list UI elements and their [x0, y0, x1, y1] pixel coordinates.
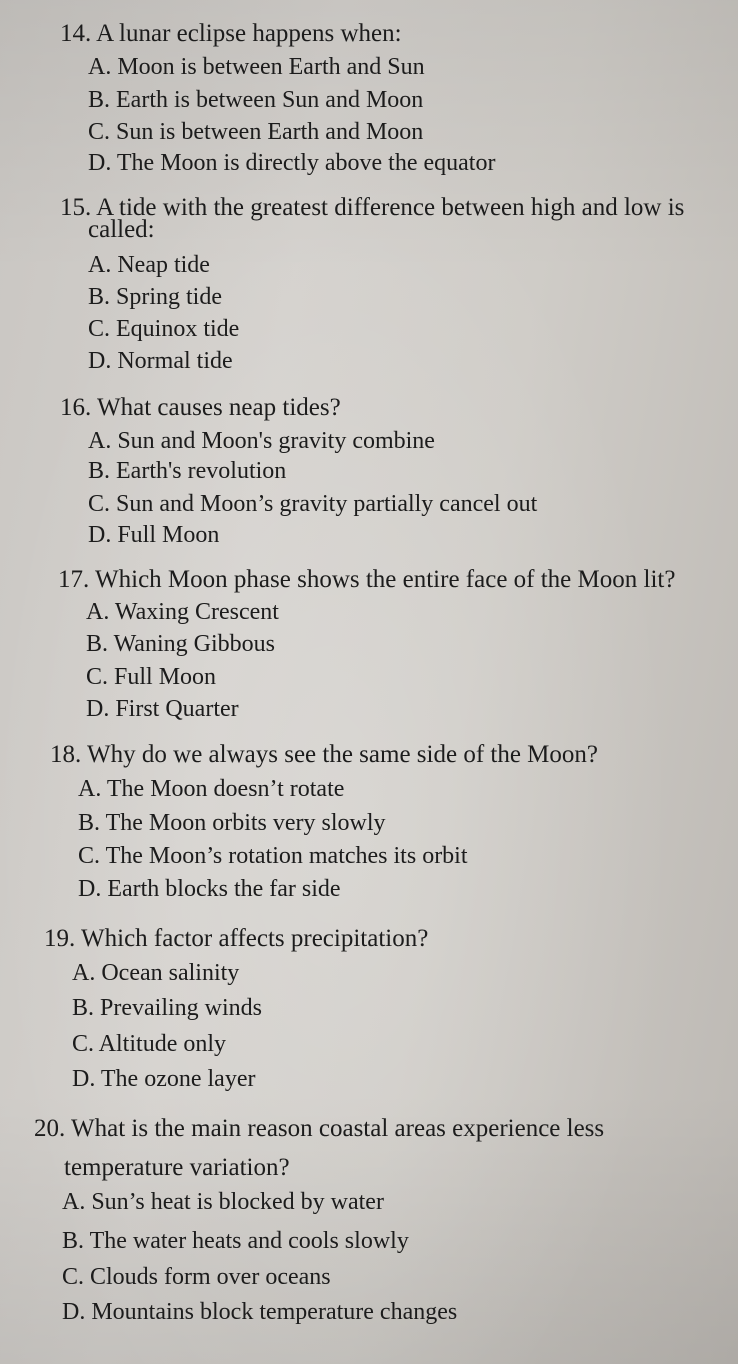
- question-20-stem-line1: 20. What is the main reason coastal areas experience less: [34, 1115, 605, 1142]
- question-18-option-d: D. Earth blocks the far side: [78, 876, 341, 902]
- question-15-option-b: B. Spring tide: [88, 284, 223, 310]
- question-16-option-a: A. Sun and Moon's gravity combine: [88, 428, 435, 454]
- question-16-option-b: B. Earth's revolution: [88, 458, 287, 484]
- question-18-option-b: B. The Moon orbits very slowly: [78, 810, 386, 836]
- question-17-option-b: B. Waning Gibbous: [86, 631, 275, 657]
- question-19-option-c: C. Altitude only: [72, 1031, 227, 1057]
- question-14-option-b: B. Earth is between Sun and Moon: [88, 87, 424, 113]
- question-19-option-b: B. Prevailing winds: [72, 995, 262, 1021]
- question-20-option-d: D. Mountains block temperature changes: [62, 1299, 458, 1325]
- question-20-stem-line2: temperature variation?: [64, 1154, 290, 1181]
- question-16-option-d: D. Full Moon: [88, 522, 220, 548]
- question-17-option-a: A. Waxing Crescent: [86, 599, 279, 625]
- question-20-option-b: B. The water heats and cools slowly: [62, 1228, 409, 1254]
- question-16-stem: 16. What causes neap tides?: [60, 394, 341, 421]
- question-20-option-a: A. Sun’s heat is blocked by water: [62, 1189, 384, 1215]
- question-16-option-c: C. Sun and Moon’s gravity partially cancel out: [88, 491, 538, 517]
- question-15-option-d: D. Normal tide: [88, 348, 233, 374]
- question-20-option-c: C. Clouds form over oceans: [62, 1264, 331, 1290]
- question-14-option-c: C. Sun is between Earth and Moon: [88, 119, 424, 145]
- question-19-option-d: D. The ozone layer: [72, 1066, 256, 1092]
- question-17-option-c: C. Full Moon: [86, 664, 217, 690]
- question-18-option-a: A. The Moon doesn’t rotate: [78, 776, 345, 802]
- question-15-option-c: C. Equinox tide: [88, 316, 240, 342]
- question-18-option-c: C. The Moon’s rotation matches its orbit: [78, 843, 468, 869]
- question-18-stem: 18. Why do we always see the same side of the Moon?: [50, 741, 599, 768]
- question-14-stem: 14. A lunar eclipse happens when:: [60, 20, 402, 47]
- question-19-stem: 19. Which factor affects precipitation?: [44, 925, 429, 952]
- question-15-option-a: A. Neap tide: [88, 252, 210, 278]
- question-17-stem: 17. Which Moon phase shows the entire face of the Moon lit?: [58, 566, 676, 593]
- question-15-stem-line1: 15. A tide with the greatest difference between high and low is: [60, 194, 685, 221]
- question-19-option-a: A. Ocean salinity: [72, 960, 240, 986]
- question-15-stem-line2: called:: [88, 216, 155, 243]
- question-17-option-d: D. First Quarter: [86, 696, 239, 722]
- question-14-option-a: A. Moon is between Earth and Sun: [88, 54, 425, 80]
- question-14-option-d: D. The Moon is directly above the equator: [88, 150, 496, 176]
